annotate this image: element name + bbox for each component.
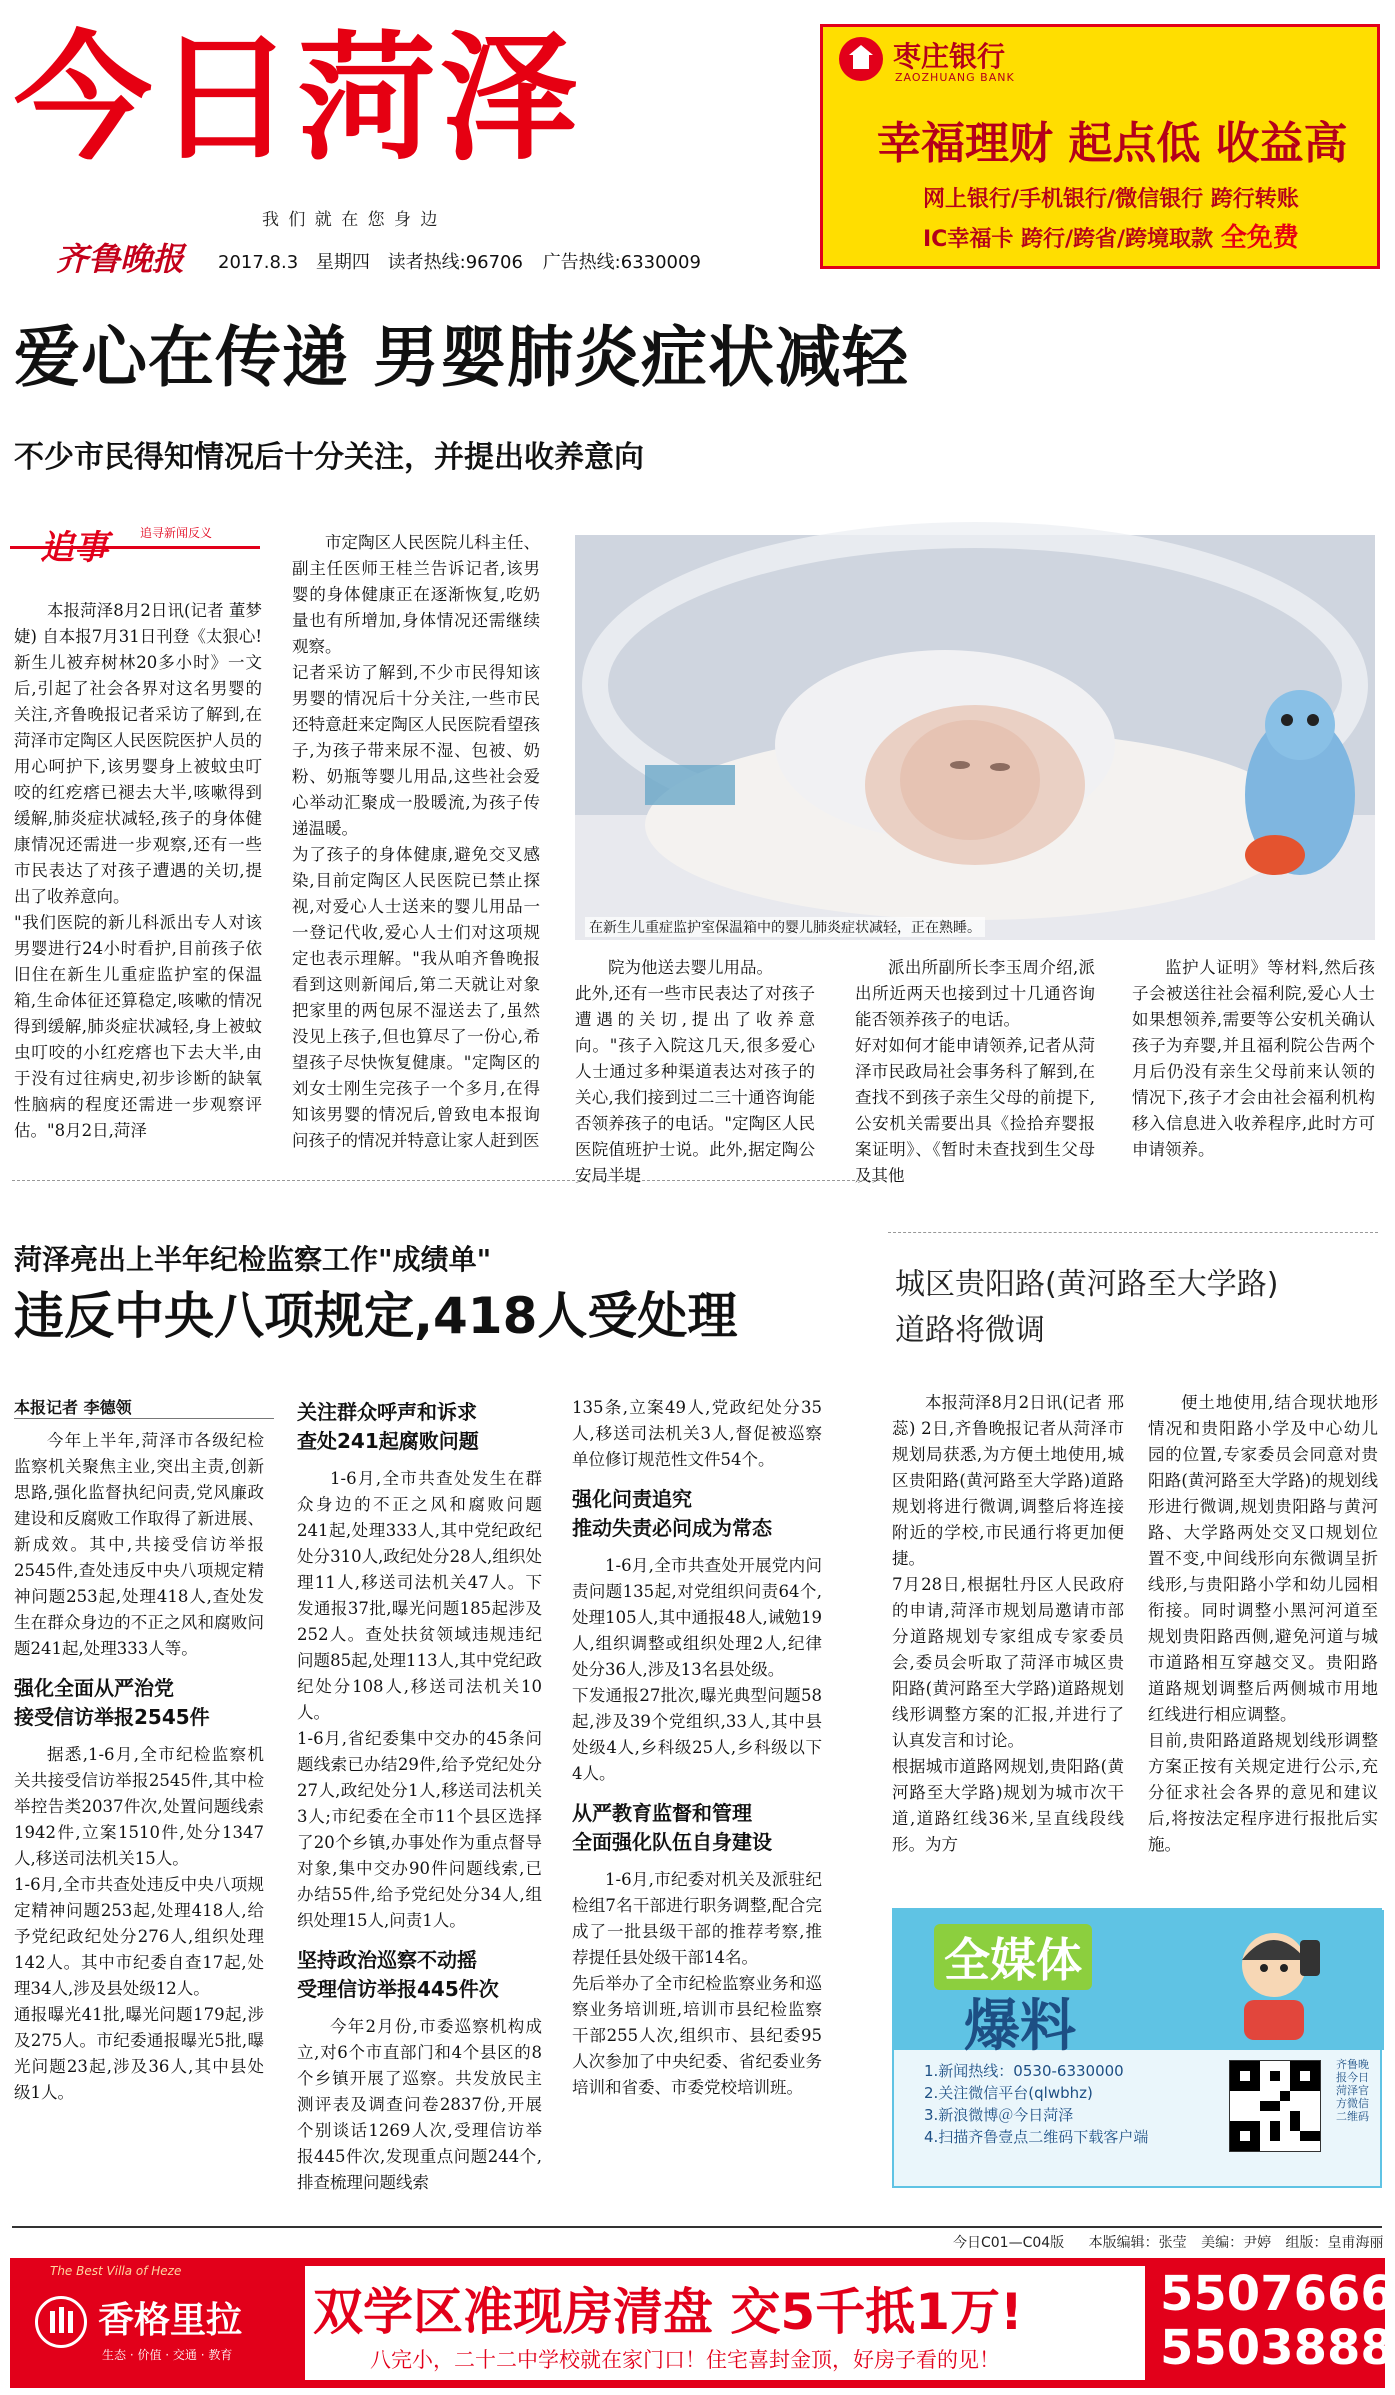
story2-sub3: 坚持政治巡察不动摇 受理信访举报445件次 [297,1948,499,2001]
lead-col-1-text: 本报菏泽8月2日讯(记者 董梦婕) 自本报7月31日刊登《太狠心!新生儿被弃树林20多小时》一文后,引起了社会各界对这名男婴的关注,齐鲁晚报记者采访了解到,在菏泽市定陶区人民医院医护人员的用心呵护下,该男婴身上被蚊虫叮咬的红疙瘩已褪去大半,咳嗽得到缓解,肺炎症状减轻,孩子的身体健康情况还需进一步观察,还有一些市民表达了对孩子遭遇的关切,提出了收养意向。 "我们医院的新儿科派出专人对该男婴进行24小时看护,目前孩子依旧住在新生儿重症监护室的保温箱,生命体征还算稳定,咳嗽的情况得到缓解,肺炎症状减轻,身上被蚊虫叮咬的小红疙瘩也下去大半,由于没有过往病史,初步诊断的缺氧性脑病的程度还需进一步观察评估。"8月2日,菏泽 [14,601,262,1140]
issue-line [218,248,701,274]
ad-hotline: 广告热线:6330009 [542,252,701,273]
footer-editor: 本版编辑：张莹 [1088,2235,1187,2251]
story2-col-1 [14,1428,264,2218]
bottom-ad-phone-1: 5507666 [1160,2266,1394,2322]
column-tag-sub: 追寻新闻反义 [140,526,213,540]
story3-col1-text: 本报菏泽8月2日讯(记者 邢蕊) 2日,齐鲁晚报记者从菏泽市规划局获悉,为方便土地使用,城区贵阳路(黄河路至大学路)道路规划将进行微调,调整后将连接附近的学校,市民通行将更加便捷。 7月28日,根据牡丹区人民政府的申请,菏泽市规划局邀请市部分道路规划专家组成专家委员会,委员会听取了菏泽市城区贵阳路(黄河路至大学路)道路规划线形调整方案的汇报,并进行了认真发言和讨论。 根据城市道路网规划,贵阳路(黄河路至大学路)规划为城市次干道,道路红线36米,呈直线段线形。为方 [892,1393,1124,1854]
brand-logo-icon [35,2296,87,2348]
lead-col-3 [575,955,815,1185]
promo-title: 全媒体 [934,1924,1092,1990]
lead-col-1 [14,598,262,1158]
masthead-title: 今日菏泽 [14,18,583,179]
story2-col2-body: 1-6月,全市共查处发生在群众身边的不正之风和腐败问题241起,处理333人,其中党纪政纪处分310人,政纪处分28人,组织处理11人,移送司法机关47人。下发通报37批,曝光问题185起涉及252人。查处扶贫领域违规违纪问题85起,处理113人,其中党纪政纪处分108人,移送司法机关10人。 1-6月,省纪委集中交办的45条问题线索已办结29件,给予党纪处分27人,政纪处分1人,移送司法机关3人;市纪委在全市11个县区选择了20个乡镇,办事处作为重点督导对象,集中交办90件问题线索,已办结55件,给予党纪处分34人,组织处理15人,问责1人。 [297,1469,542,1930]
lead-col-2-text: 市定陶区人民医院儿科主任、副主任医师王桂兰告诉记者,该男婴的身体健康正在逐渐恢复,吃奶量也有所增加,身体情况还需继续观察。 记者采访了解到,不少市民得知该男婴的情况后十分关注,一些市民还特意赶来定陶区人民医院看望孩子,为孩子带来尿不湿、包被、奶粉、奶瓶等婴儿用品,这些社会爱心举动汇聚成一股暖流,为孩子传递温暖。 为了孩子的身体健康,避免交叉感染,目前定陶区人民医院已禁止探视,对爱心人士送来的婴儿用品一一登记代收,爱心人士们对这项规定也表示理解。"我从咱齐鲁晚报看到这则新闻后,第二天就让对象把家里的两包尿不湿送去了,虽然没见上孩子,但也算尽了一份心,希望孩子尽快恢复健康。"定陶区的刘女士刚生完孩子一个多月,在得知该男婴的情况后,曾致电本报询问孩子的情况并特意让家人赶到医 [292,533,540,1150]
footer-proof: 组版：皇甫海丽 [1285,2235,1384,2251]
footer-art: 美编：尹婷 [1201,2235,1272,2251]
promo-items [924,2060,1224,2148]
story2-col1-body: 据悉,1-6月,全市纪检监察机关共接受信访举报2545件,其中检举控告类2037件次,处置问题线索1942件,立案1510件,处分1347人,移送司法机关15人。 1-6月,全市共查处违反中央八项规定精神问题253起,处理418人,给予党纪政纪处分276人,组织处理142人。其中市纪委自查17起,处理34人,涉及县处级12人。 通报曝光41批,曝光问题179起,涉及275人。市纪委通报曝光5批,曝光问题23起,涉及36人,其中县处级1人。 [14,1745,264,2102]
story3-headline: 城区贵阳路(黄河路至大学路) 道路将微调 [895,1267,1279,1348]
lead-subheadline: 不少市民得知情况后十分关注，并提出收养意向 [14,440,644,475]
lead-headline: 爱心在传递 男婴肺炎症状减轻 [14,319,909,396]
bottom-ad-brand-sub: 生态 · 价值 · 交通 · 教育 [102,2348,233,2362]
lead-col-2 [292,530,540,1160]
divider-right [888,1232,1378,1233]
story2-col3-mid: 1-6月,全市共查处开展党内问责问题135起,对党组织问责64个,处理105人,其中通报48人,诫勉19人,组织调整或组织处理2人,纪律处分36人,涉及13名县处级。 下发通报27批次,曝光典型问题58起,涉及39个党组织,33人,其中县处级4人,乡科级25人,乡科级以下4人。 [572,1556,822,1783]
issue-date: 2017.8.3 [218,252,299,273]
masthead [0,0,820,290]
lead-col-4 [855,955,1095,1185]
story2-sub5: 从严教育监督和管理 全面强化队伍自身建设 [572,1801,772,1854]
lead-col-4-text: 派出所副所长李玉周介绍,派出所近两天也接到过十几通咨询能否领养孩子的电话。 好对如何才能申请领养,记者从菏泽市民政局社会事务科了解到,在查找不到孩子亲生父母的前提下,公安机关需要出具《捡拾弃婴报案证明》、《暂时未查找到生父母及其他 [855,958,1095,1185]
masthead-slogan: 我 们 就 在 您 身 边 [262,210,440,230]
story3-col-1 [892,1390,1124,1870]
lead-col-5-text: 监护人证明》等材料,然后孩子会被送往社会福利院,爱心人士如果想领养,需要等公安机关确认孩子为弃婴,并且福利院公告两个月后仍没有亲生父母前来认领的情况下,孩子才会由社会福利机构移入信息进入收养程序,此时方可申请领养。 [1132,958,1375,1159]
promo-title2: 爆料 [964,1994,1076,2059]
bank-name-en: ZAOZHUANG BANK [895,71,1015,84]
bottom-ad-phone-2: 5503888 [1160,2320,1394,2376]
bottom-ad-brand: 香格里拉 [98,2300,243,2341]
story2-kicker: 菏泽亮出上半年纪检监察工作"成绩单" [14,1243,492,1276]
promo-item-hotline: 1.新闻热线：0530-6330000 [924,2062,1124,2080]
mascot-icon [1214,1920,1334,2045]
column-tag-title: 追事 [40,528,108,568]
story2-intro: 今年上半年,菏泽市各级纪检监察机关聚焦主业,突出主责,创新思路,强化监督执纪问责,党风廉政建设和反腐败工作取得了新进展、新成效。其中,共接受信访举报2545件,查处违反中央八项规定精神问题253起,处理418人,查处发生在群众身边的不正之风和腐败问题241起,处理333人等。 [14,1431,264,1658]
column-tag [10,520,270,568]
story2-headline: 违反中央八项规定,418人受处理 [14,1287,738,1345]
story2-col-3 [572,1395,822,2220]
bank-name: 枣庄银行 [893,40,1006,73]
issue-weekday: 星期四 [315,252,370,273]
story3-col2-text: 便土地使用,结合现状地形情况和贵阳路小学及中心幼儿园的位置,专家委员会同意对贵阳路(黄河路至大学路)的规划线形进行微调,规划贵阳路与黄河路、大学路两处交叉口规划位置不变,中间线形向东微调呈折线形,与贵阳路小学和幼儿园相衔接。同时调整小黑河河道至规划贵阳路西侧,避免河道与城市道路相互穿越交叉。贵阳路道路规划调整后两侧城市用地红线进行相应调整。 目前,贵阳路道路规划线形调整方案正按有关规定进行公示,充分征求社会各界的意见和建议后,将按法定程序进行报批后实施。 [1148,1393,1378,1854]
top-bank-ad [820,24,1380,269]
qr-code-icon[interactable] [1229,2060,1321,2152]
reader-hotline: 读者热线:96706 [387,252,523,273]
story2-col3-head: 135条,立案49人,党政纪处分35人,移送司法机关3人,督促被巡察单位修订规范性文件54个。 [572,1398,822,1469]
story3-col-2 [1148,1390,1378,1870]
story2-sub1: 强化全面从严治党 接受信访举报2545件 [14,1676,210,1729]
bottom-ad-headline: 双学区准现房清盘 交5千抵1万! [313,2283,1023,2341]
story2-byline-rule [14,1418,274,1419]
bottom-ad [10,2258,1394,2388]
bank-ad-headline: 幸福理财 起点低 收益高 [877,118,1348,169]
footer-rule [12,2226,1382,2228]
lead-photo [575,535,1375,940]
promo-side-text: 齐鲁晚报今日菏泽官方微信二维码 [1336,2058,1369,2123]
lead-col-5 [1132,955,1375,1165]
bottom-ad-subline: 八完小，二十二中学校就在家门口！住宅喜封金顶，好房子看的见！ [370,2348,1000,2372]
promo-item-app: 4.扫描齐鲁壹点二维码下载客户端 [924,2128,1149,2146]
footer-pages: 今日C01—C04版 [953,2235,1065,2251]
story2-col3-tail: 1-6月,市纪委对机关及派驻纪检组7名干部进行职务调整,配合完成了一批县级干部的推荐考察,推荐提任县处级干部14名。 先后举办了全市纪检监察业务和巡察业务培训班,培训市县纪检监察干部255人次,组织市、县纪委95人次参加了中央纪委、省纪委业务培训和省委、市委党校培训班。 [572,1870,822,2097]
promo-item-weibo: 3.新浪微博＠今日菏泽 [924,2106,1074,2124]
bank-ad-line2-text: IC幸福卡 跨行/跨省/跨境取款 [923,227,1214,252]
bottom-ad-center [305,2266,1145,2380]
story2-sub4: 强化问责追究 推动失责必问成为常态 [572,1487,772,1540]
bank-logo-icon [839,37,883,81]
lead-col-3-text: 院为他送去婴儿用品。 此外,还有一些市民表达了对孩子遭遇的关切,提出了收养意向。"孩子入院这几天,很多爱心人士通过多种渠道表达对孩子的关心,我们接到过二三十通咨询能否领养孩子的电话。"定陶区人民医院值班护士说。此外,据定陶公安局半堤 [575,958,815,1185]
divider-lead [12,1180,880,1181]
bottom-ad-tagline: The Best Villa of Heze [50,2264,182,2278]
story2-sub2: 关注群众呼声和诉求 查处241起腐败问题 [297,1400,479,1453]
story2-col2-tail: 今年2月份,市委巡察机构成立,对6个市直部门和4个县区的8个乡镇开展了巡察。共发放民主测评表及调查问卷2837份,开展个别谈话1269人次,受理信访举报445件次,发现重点问题244个,排查梳理问题线索 [297,2017,542,2192]
promo-item-wechat: 2.关注微信平台(qlwbhz) [924,2084,1093,2102]
story2-byline: 本报记者 李德领 [14,1398,132,1417]
paper-brand: 齐鲁晚报 [56,240,185,278]
bank-ad-line1: 网上银行/手机银行/微信银行 跨行转账 [923,187,1299,212]
footer-info [953,2232,1384,2252]
story2-col-2 [297,1398,542,2218]
photo-caption: 在新生儿重症监护室保温箱中的婴儿肺炎症状减轻，正在熟睡。 [585,917,985,937]
media-promo [892,1908,1382,2188]
bank-ad-line2 [923,217,1299,254]
bank-ad-free: 全免费 [1220,223,1299,253]
